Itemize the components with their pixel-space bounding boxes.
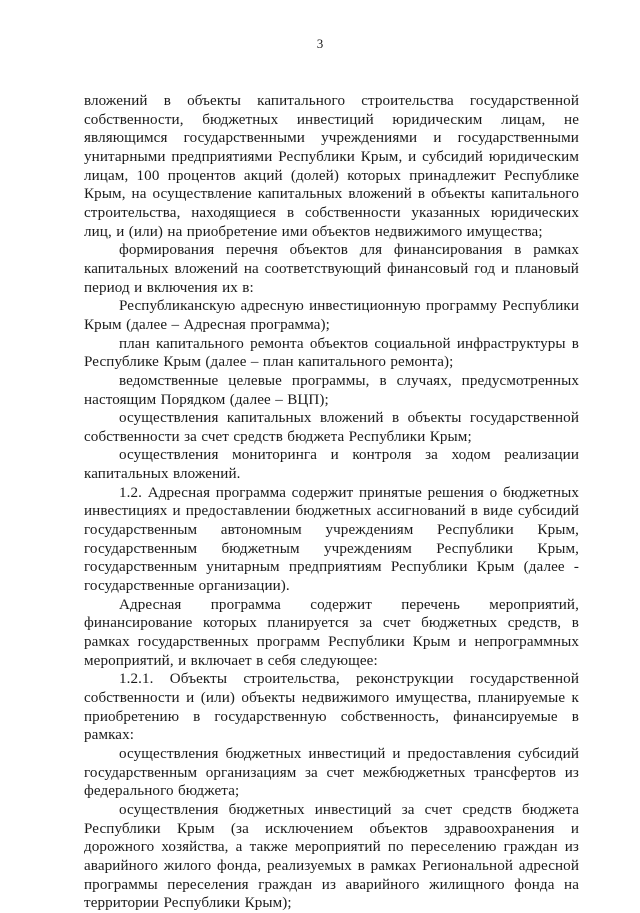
- paragraph-section-1-2: 1.2. Адресная программа содержит принятые решения о бюджетных инвестициях и предоставлении бюджетных ассигнований в виде субсидий государственным автономным учреждениям Республики Крым, государственным бюджетным учреждениям Республики Крым, государственным унитарным предприятиям Республики Крым (далее - государственные организации).: [84, 484, 579, 595]
- paragraph-section-1-2-1: 1.2.1. Объекты строительства, реконструкции государственной собственности и (или) объекты недвижимого имущества, планируемые к приобретению в государственную собственность, финансируемые в рамках:: [84, 671, 579, 744]
- paragraph-federal-transfers: осуществления бюджетных инвестиций и предоставления субсидий государственным организациям за счет межбюджетных трансфертов из федерального бюджета;: [84, 745, 579, 800]
- paragraph-target-programs: ведомственные целевые программы, в случаях, предусмотренных настоящим Порядком (далее – ВЦП);: [84, 372, 579, 408]
- document-body: [84, 92, 579, 913]
- paragraph-continuation: вложений в объекты капитального строительства государственной собственности, бюджетных инвестиций юридическим лицам, не являющимся государственными учреждениями и государственными унитарными предприятиями Республики Крым, и субсидий юридическим лицам, 100 процентов акций (долей) которых принадлежит Республике Крым, на осуществление капитальных вложений в объекты капитального строительства, находящиеся в собственности указанных юридических лиц, и (или) на приобретение ими объектов недвижимого имущества;: [84, 93, 579, 240]
- paragraph-repair-plan: план капитального ремонта объектов социальной инфраструктуры в Республике Крым (далее – план капитального ремонта);: [84, 335, 579, 371]
- paragraph-regional-budget: осуществления бюджетных инвестиций за счет средств бюджета Республики Крым (за исключением объектов здравоохранения и дорожного хозяйства, а также мероприятий по переселению граждан из аварийного жилого фонда, реализуемых в рамках Региональной адресной программы переселения граждан из аварийного жилищного фонда на территории Республики Крым);: [84, 801, 579, 912]
- paragraph-monitoring: осуществления мониторинга и контроля за ходом реализации капитальных вложений.: [84, 447, 579, 483]
- paragraph-capital-investments: осуществления капитальных вложений в объекты государственной собственности за счет средств бюджета Республики Крым;: [84, 410, 579, 445]
- paragraph-program-contents: Адресная программа содержит перечень мероприятий, финансирование которых планируется за счет бюджетных средств, в рамках государственных программ Республики Крым и непрограммных мероприятий, и включает в себя следующее:: [84, 596, 579, 669]
- paragraph-address-program: Республиканскую адресную инвестиционную программу Республики Крым (далее – Адресная программа);: [84, 298, 579, 333]
- page-number: 3: [316, 36, 324, 51]
- paragraph-list-formation: формирования перечня объектов для финансирования в рамках капитальных вложений на соответствующий финансовый год и плановый период и включения их в:: [84, 242, 579, 296]
